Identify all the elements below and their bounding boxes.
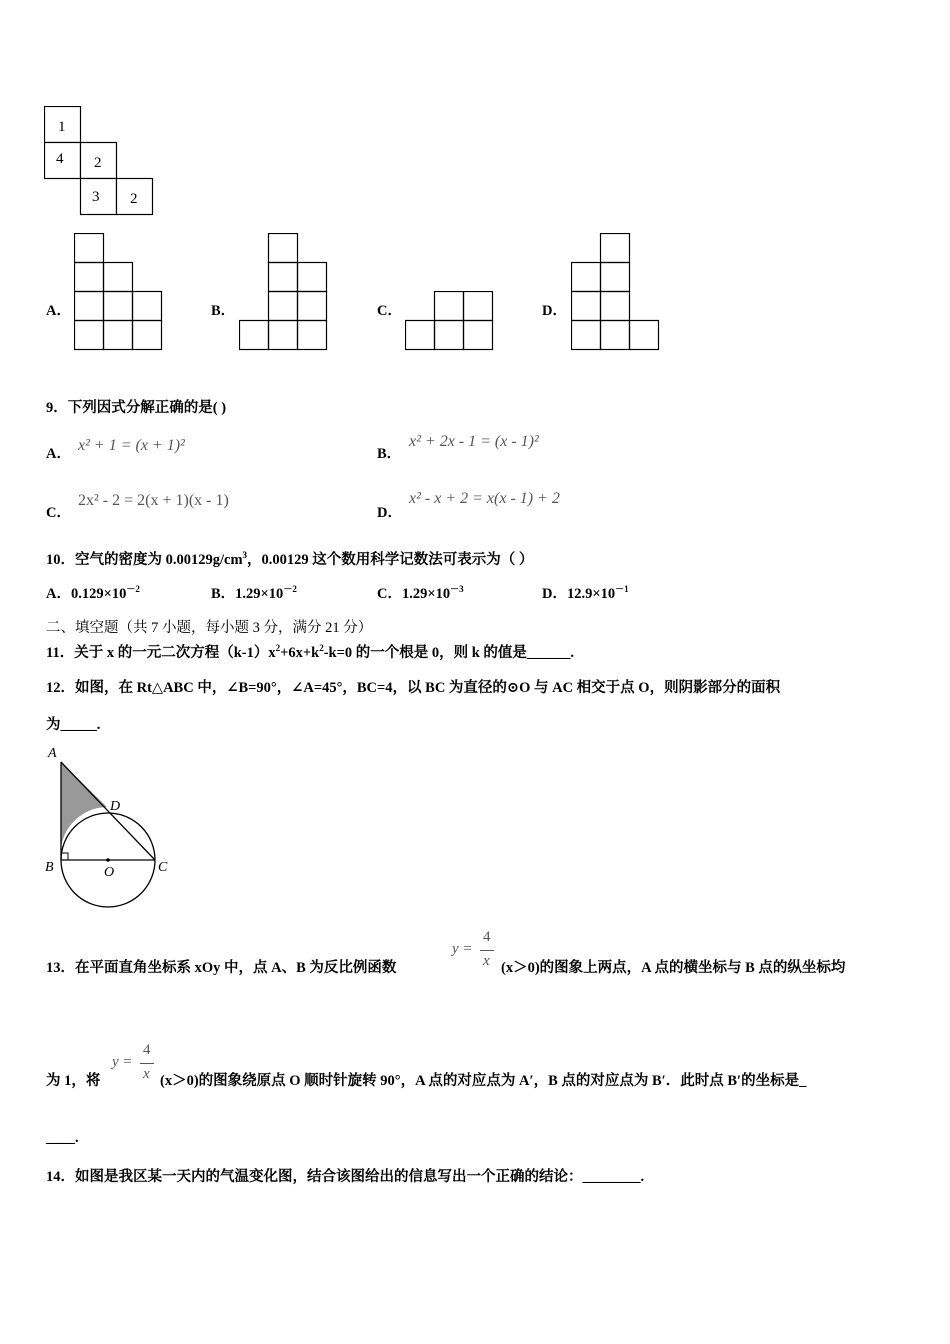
q11-a: 11．关于 x 的一元二次方程（k-1）x: [46, 645, 276, 661]
q9-option-a-label: A．: [46, 446, 71, 462]
q8-option-c-figure[interactable]: [405, 291, 495, 355]
q10-option-c[interactable]: [377, 582, 464, 603]
q9-option-b-label: B．: [377, 446, 402, 462]
section-heading: 二、填空题（共 7 小题，每小题 3 分，满分 21 分）: [46, 620, 373, 636]
expr-rhs: 2(x + 1)(x - 1): [137, 492, 229, 509]
q10-stem-b: ，0.00129 这个数用科学记数法可表示为（ ）: [247, 552, 534, 568]
q10-stem-sup: 3: [242, 550, 248, 561]
q12-line2: 为_____.: [46, 717, 101, 733]
option-label: A．: [46, 586, 71, 602]
cube-net-figure: [44, 106, 156, 216]
label-b: B: [45, 860, 54, 875]
net-number: 2: [94, 155, 102, 171]
q13-part4: (x＞0)的图象绕原点 O 顺时针旋转 90°，A 点的对应点为 A′，B 点的对应点为 B′．此时点 B′的坐标是_: [160, 1073, 807, 1089]
q8-option-d-figure[interactable]: [571, 233, 663, 355]
q8-option-b-figure[interactable]: [239, 233, 329, 355]
q13-part2: (x＞0)的图象上两点，A 点的横坐标与 B 点的纵坐标均: [501, 960, 846, 976]
q9-stem: 9．下列因式分解正确的是( ): [46, 400, 227, 416]
label-o: O: [104, 865, 115, 880]
func-numerator: 4: [483, 929, 491, 945]
label-c: C: [158, 860, 168, 875]
net-number: 2: [130, 191, 138, 207]
q9-option-a-expression[interactable]: [78, 437, 185, 455]
expr-lhs: 2x² - 2 =: [78, 492, 134, 509]
option-base: 0.129×10: [70, 586, 127, 602]
expr-lhs: x² + 2x - 1 =: [409, 433, 491, 450]
func-y: y =: [112, 1054, 133, 1070]
expr-rhs: (x + 1)²: [135, 437, 185, 454]
q10-stem: [46, 548, 533, 569]
q13-part5: ____.: [46, 1130, 79, 1146]
net-number: 1: [58, 119, 66, 135]
q11-stem: [46, 641, 574, 662]
func-numerator: 4: [143, 1042, 151, 1058]
expr-lhs: x² + 1 =: [78, 437, 132, 454]
q11-c: -k=0 的一个根是 0，则 k 的值是______.: [323, 645, 575, 661]
label-d: D: [110, 799, 121, 814]
q11-b: +6x+k: [280, 645, 320, 661]
func-y: y =: [452, 941, 473, 957]
option-exp: －2: [283, 584, 297, 595]
option-label: D．: [542, 586, 567, 602]
expr-rhs: x(x - 1) + 2: [486, 490, 560, 507]
option-base: 1.29×10: [235, 586, 284, 602]
func-denominator: x: [143, 1066, 150, 1082]
fraction-bar: [480, 950, 494, 951]
option-exp: －1: [615, 584, 629, 595]
expr-rhs: (x - 1)²: [494, 433, 539, 450]
option-base: 1.29×10: [401, 586, 451, 602]
q10-option-a[interactable]: [46, 582, 140, 603]
expr-lhs: x² - x + 2 =: [409, 490, 483, 507]
fraction-bar: [140, 1063, 154, 1064]
q9-option-c-label: C．: [46, 505, 71, 521]
q13-function-1: [452, 929, 496, 975]
q8-option-a-label: A．: [46, 303, 71, 319]
option-label: C．: [377, 586, 402, 602]
q9-option-b-expression[interactable]: [409, 433, 539, 451]
q13-part3: 为 1，将: [46, 1073, 101, 1089]
net-number: 4: [56, 151, 64, 167]
q11-sup2: 2: [319, 643, 324, 654]
option-exp: －3: [450, 584, 464, 595]
q10-option-b[interactable]: [211, 582, 297, 603]
q9-option-c-expression[interactable]: [78, 492, 229, 510]
option-base: 12.9×10: [566, 586, 616, 602]
func-denominator: x: [483, 953, 490, 969]
net-number: 3: [92, 189, 100, 205]
q8-option-c-label: C．: [377, 303, 402, 319]
q10-stem-a: 10．空气的密度为 0.00129g/cm: [46, 552, 243, 568]
q11-sup1: 2: [275, 643, 281, 654]
q9-option-d-expression[interactable]: [409, 490, 560, 508]
q12-line1: 12．如图，在 Rt△ABC 中，∠B=90°，∠A=45°，BC=4，以 BC 为直径的⊙O 与 AC 相交于点 O，则阴影部分的面积: [46, 680, 781, 696]
label-a: A: [48, 746, 57, 761]
q13-function-2: [112, 1042, 156, 1088]
q12-geometry-figure: [44, 744, 174, 916]
q8-option-b-label: B．: [211, 303, 236, 319]
option-exp: －2: [126, 584, 140, 595]
option-label: B．: [211, 586, 236, 602]
q8-option-a-figure[interactable]: [74, 233, 164, 355]
q14-stem: 14．如图是我区某一天内的气温变化图，结合该图给出的信息写出一个正确的结论：________.: [46, 1169, 645, 1185]
q8-option-d-label: D．: [542, 303, 567, 319]
q9-option-d-label: D．: [377, 505, 402, 521]
q13-part1: 13．在平面直角坐标系 xOy 中，点 A、B 为反比例函数: [46, 960, 397, 976]
q10-option-d[interactable]: [542, 582, 629, 603]
